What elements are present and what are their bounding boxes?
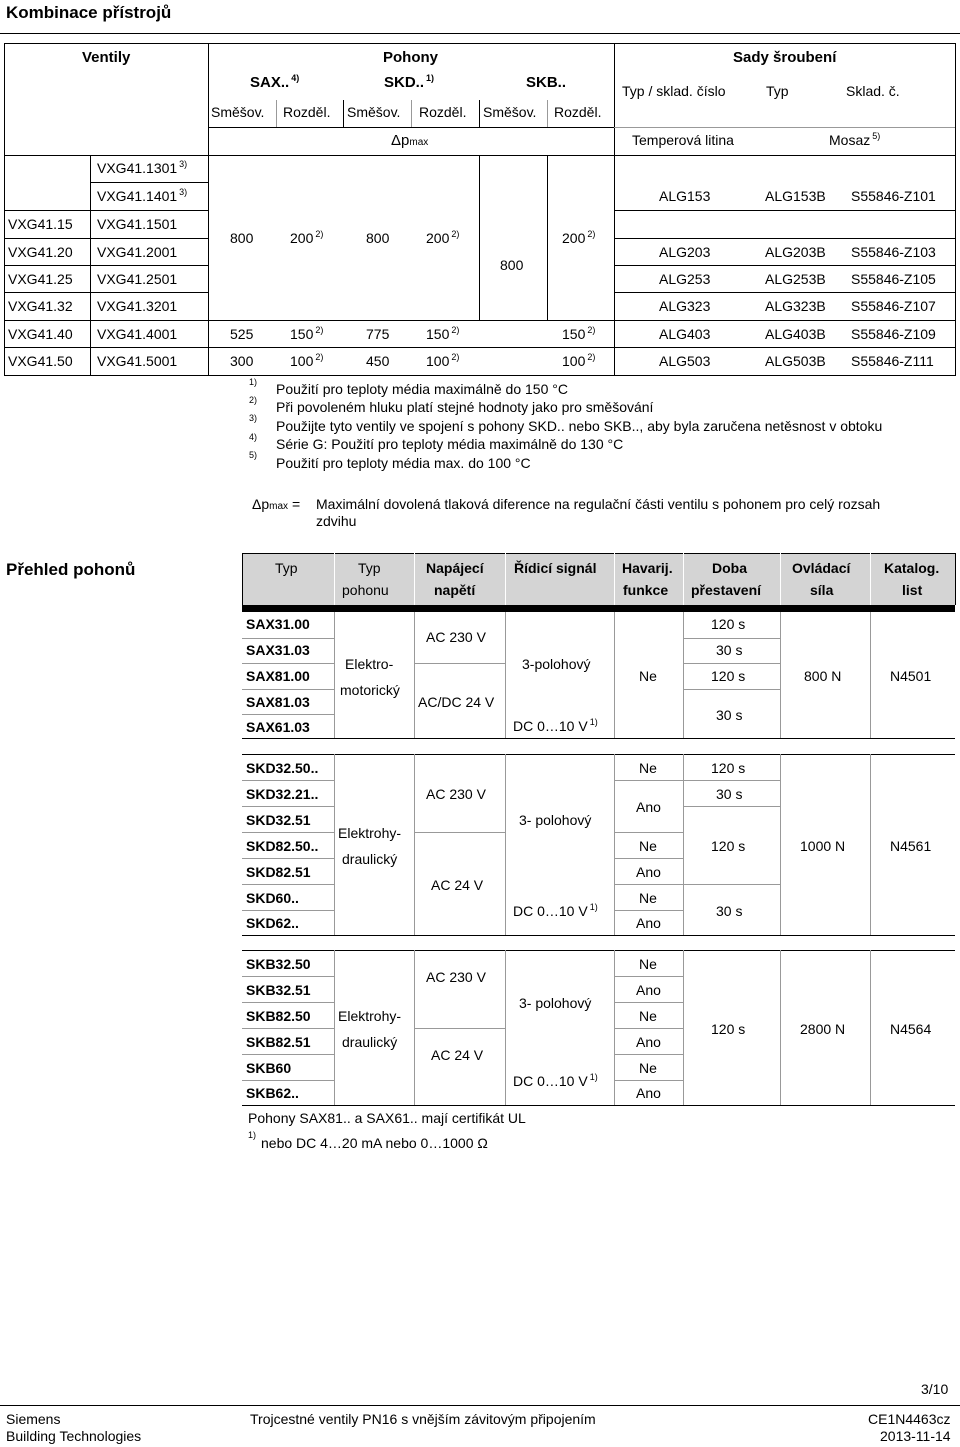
actuator-kind: Elektro- — [345, 656, 394, 672]
actuator-kind: draulický — [342, 851, 398, 867]
actuator-type: SKB82.51 — [246, 1034, 311, 1050]
supply-voltage: AC 230 V — [426, 969, 486, 985]
act-hdr: Napájecí — [426, 560, 484, 576]
act-hdr: přestavení — [691, 582, 762, 598]
hdr-pohony: Pohony — [383, 49, 438, 66]
footnote-text: Při povoleném hluku platí stejné hodnoty jako pro směšování — [276, 399, 654, 415]
valve-v1: VXG41.32 — [8, 298, 73, 314]
hdr-dp-max: Δpmax — [391, 132, 429, 149]
supply-voltage: AC/DC 24 V — [418, 694, 495, 710]
act-hdr: síla — [810, 582, 834, 598]
actuating-force: 800 N — [804, 668, 842, 684]
supply-voltage: AC 24 V — [431, 1047, 484, 1063]
act-hdr: Řídicí signál — [514, 560, 597, 576]
dp-value: 100 $^{2)}$ — [290, 352, 324, 369]
fitting-algb: ALG323B — [765, 298, 826, 314]
hdr-rozdel: Rozděl. — [554, 104, 602, 120]
actuating-force: 1000 N — [800, 838, 846, 854]
emergency-function: Ano — [636, 799, 661, 815]
dp-value: 200 $^{2)}$ — [290, 229, 324, 246]
dp-definition-text: zdvihu — [316, 513, 357, 529]
section-title: Kombinace přístrojů — [6, 3, 172, 22]
actuator-type: SKD32.21.. — [246, 786, 319, 802]
catalog-sheet: N4564 — [890, 1021, 932, 1037]
actuator-type: SKD82.51 — [246, 864, 311, 880]
fitting-stock: S55846-Z109 — [851, 326, 936, 342]
act-hdr: list — [902, 582, 923, 598]
footnote-text: Série G: Použití pro teploty média maximálně do 130 °C — [276, 436, 624, 452]
emergency-function: Ano — [636, 864, 661, 880]
footer-company: Building Technologies — [6, 1428, 142, 1444]
catalog-sheet: N4501 — [890, 668, 932, 684]
dp-value: 100 $^{2)}$ — [426, 352, 460, 369]
positioning-time: 30 s — [716, 707, 743, 723]
valve-v1: VXG41.25 — [8, 271, 73, 287]
act-hdr: Havarij. — [622, 560, 673, 576]
fitting-algb: ALG153B — [765, 188, 826, 204]
emergency-function: Ne — [639, 1008, 657, 1024]
act-hdr: pohonu — [342, 582, 389, 598]
actuator-kind: Elektrohy- — [338, 825, 402, 841]
actuator-type: SAX61.03 — [246, 719, 310, 735]
positioning-time: 120 s — [711, 838, 746, 854]
actuator-type: SAX81.00 — [246, 668, 310, 684]
hdr-ventily: Ventily — [82, 49, 131, 66]
hdr-sklad-c: Sklad. č. — [846, 83, 900, 99]
hdr-sady: Sady šroubení — [733, 49, 837, 66]
signal-footnote: nebo DC 4…20 mA nebo 0…1000 Ω — [261, 1135, 488, 1151]
dp-value: 150 $^{2)}$ — [290, 325, 324, 342]
actuator-type: SKD62.. — [246, 915, 299, 931]
valve-v1: VXG41.15 — [8, 216, 73, 232]
actuator-type: SKD32.50.. — [246, 760, 319, 776]
act-hdr: Doba — [712, 560, 747, 576]
fitting-alg: ALG153 — [659, 188, 711, 204]
actuator-type: SKB32.50 — [246, 956, 311, 972]
footnote-text: Použití pro teploty média maximálně do 150 °C — [276, 381, 568, 397]
hdr-smesov: Směšov. — [211, 104, 265, 120]
control-signal: 3-polohový — [522, 656, 591, 672]
fitting-algb: ALG253B — [765, 271, 826, 287]
supply-voltage: AC 230 V — [426, 786, 486, 802]
footnote-text: Použití pro teploty média max. do 100 °C — [276, 455, 531, 471]
title-rule — [0, 33, 960, 34]
emergency-function: Ano — [636, 915, 661, 931]
valve-v1: VXG41.50 — [8, 353, 73, 369]
fitting-alg: ALG203 — [659, 244, 711, 260]
fitting-alg: ALG323 — [659, 298, 711, 314]
control-signal: DC 0…10 V $^{1)}$ — [513, 717, 598, 734]
dp-value: 300 — [230, 353, 254, 369]
dp-value: 800 — [500, 257, 524, 273]
actuator-type: SKB60 — [246, 1060, 292, 1076]
hdr-smesov: Směšov. — [347, 104, 401, 120]
catalog-sheet: N4561 — [890, 838, 932, 854]
fitting-stock: S55846-Z111 — [851, 353, 934, 369]
fitting-algb: ALG403B — [765, 326, 826, 342]
valve-v2: VXG41.1301 $^{3)}$ — [97, 159, 188, 176]
footnote-text: Použijte tyto ventily ve spojení s pohony SKD.. nebo SKB.., aby byla zaručena netěsnost v obtoku — [276, 418, 883, 434]
valve-v2: VXG41.1501 — [97, 216, 178, 232]
positioning-time: 120 s — [711, 668, 746, 684]
positioning-time: 120 s — [711, 616, 746, 632]
fitting-algb: ALG203B — [765, 244, 826, 260]
valve-v2: VXG41.1401 $^{3)}$ — [97, 187, 188, 204]
dp-value: 150 $^{2)}$ — [426, 325, 460, 342]
dp-value: 525 — [230, 326, 254, 342]
hdr-rozdel: Rozděl. — [419, 104, 467, 120]
hdr-mosaz: Mosaz $^{5)}$ — [829, 131, 881, 148]
hdr-skd: SKD.. $^{1)}$ — [384, 73, 435, 91]
hdr-temperova: Temperová litina — [632, 132, 734, 148]
footer-doc-id: CE1N4463cz — [868, 1411, 951, 1427]
act-hdr: Typ — [358, 560, 381, 576]
fitting-stock: S55846-Z103 — [851, 244, 936, 260]
footer-company: Siemens — [6, 1411, 61, 1427]
valve-v2: VXG41.4001 — [97, 326, 178, 342]
valve-v2: VXG41.5001 — [97, 353, 178, 369]
page-number: 3/10 — [921, 1381, 949, 1397]
fitting-stock: S55846-Z107 — [851, 298, 936, 314]
dp-value: 200 $^{2)}$ — [562, 229, 596, 246]
dp-value: 775 — [366, 326, 390, 342]
act-hdr: funkce — [623, 582, 669, 598]
actuating-force: 2800 N — [800, 1021, 846, 1037]
supply-voltage: AC 24 V — [431, 877, 484, 893]
act-hdr: napětí — [434, 582, 476, 598]
hdr-typ: Typ — [766, 83, 789, 99]
control-signal: DC 0…10 V $^{1)}$ — [513, 902, 598, 919]
footer-rule — [0, 1405, 960, 1406]
actuator-type: SAX81.03 — [246, 694, 310, 710]
actuator-kind: Elektrohy- — [338, 1008, 402, 1024]
valve-v2: VXG41.3201 — [97, 298, 178, 314]
valve-v1: VXG41.40 — [8, 326, 73, 342]
emergency-function: Ne — [639, 838, 657, 854]
actuator-type: SKB32.51 — [246, 982, 311, 998]
act-hdr: Typ — [275, 560, 298, 576]
actuator-type: SKB82.50 — [246, 1008, 311, 1024]
emergency-function: Ne — [639, 668, 657, 684]
positioning-time: 30 s — [716, 642, 743, 658]
fitting-alg: ALG403 — [659, 326, 711, 342]
actuator-type: SAX31.00 — [246, 616, 310, 632]
supply-voltage: AC 230 V — [426, 629, 486, 645]
dp-value: 450 — [366, 353, 390, 369]
hdr-skb: SKB.. — [526, 74, 567, 91]
dp-value: 100 $^{2)}$ — [562, 352, 596, 369]
dp-definition-text: Maximální dovolená tlaková diference na regulační části ventilu s pohonem pro celý rozsah — [316, 496, 881, 512]
actuator-type: SAX31.03 — [246, 642, 310, 658]
actuator-kind: motorický — [340, 682, 400, 698]
actuator-type: SKD32.51 — [246, 812, 311, 828]
control-signal: 3- polohový — [519, 812, 592, 828]
actuator-type: SKD60.. — [246, 890, 299, 906]
dp-value: 800 — [230, 230, 254, 246]
fitting-alg: ALG503 — [659, 353, 711, 369]
act-hdr: Ovládací — [792, 560, 851, 576]
positioning-time: 120 s — [711, 1021, 746, 1037]
emergency-function: Ano — [636, 1085, 661, 1101]
dp-definition-symbol: Δpmax = — [252, 496, 301, 512]
footer-date: 2013-11-14 — [880, 1428, 951, 1444]
fitting-stock: S55846-Z105 — [851, 271, 936, 287]
positioning-time: 30 s — [716, 903, 743, 919]
fitting-algb: ALG503B — [765, 353, 826, 369]
dp-value: 800 — [366, 230, 390, 246]
ul-note: Pohony SAX81.. a SAX61.. mají certifikát UL — [248, 1110, 526, 1126]
emergency-function: Ne — [639, 1060, 657, 1076]
actuator-type: SKD82.50.. — [246, 838, 319, 854]
valve-v1: VXG41.20 — [8, 244, 73, 260]
positioning-time: 30 s — [716, 786, 743, 802]
hdr-smesov: Směšov. — [483, 104, 537, 120]
emergency-function: Ano — [636, 1034, 661, 1050]
prehled-title: Přehled pohonů — [6, 560, 136, 579]
emergency-function: Ne — [639, 956, 657, 972]
hdr-typ-sklad: Typ / sklad. číslo — [622, 83, 726, 99]
emergency-function: Ano — [636, 982, 661, 998]
actuator-type: SKB62.. — [246, 1085, 299, 1101]
valve-v2: VXG41.2501 — [97, 271, 178, 287]
footer-doc-title: Trojcestné ventily PN16 s vnějším závitovým připojením — [250, 1411, 596, 1427]
control-signal: DC 0…10 V $^{1)}$ — [513, 1072, 598, 1089]
control-signal: 3- polohový — [519, 995, 592, 1011]
dp-value: 200 $^{2)}$ — [426, 229, 460, 246]
hdr-sax: SAX.. $^{4)}$ — [250, 73, 300, 91]
actuator-kind: draulický — [342, 1034, 398, 1050]
emergency-function: Ne — [639, 760, 657, 776]
positioning-time: 120 s — [711, 760, 746, 776]
hdr-rozdel: Rozděl. — [283, 104, 331, 120]
fitting-stock: S55846-Z101 — [851, 188, 936, 204]
valve-v2: VXG41.2001 — [97, 244, 178, 260]
act-hdr: Katalog. — [884, 560, 940, 576]
emergency-function: Ne — [639, 890, 657, 906]
fitting-alg: ALG253 — [659, 271, 711, 287]
dp-value: 150 $^{2)}$ — [562, 325, 596, 342]
